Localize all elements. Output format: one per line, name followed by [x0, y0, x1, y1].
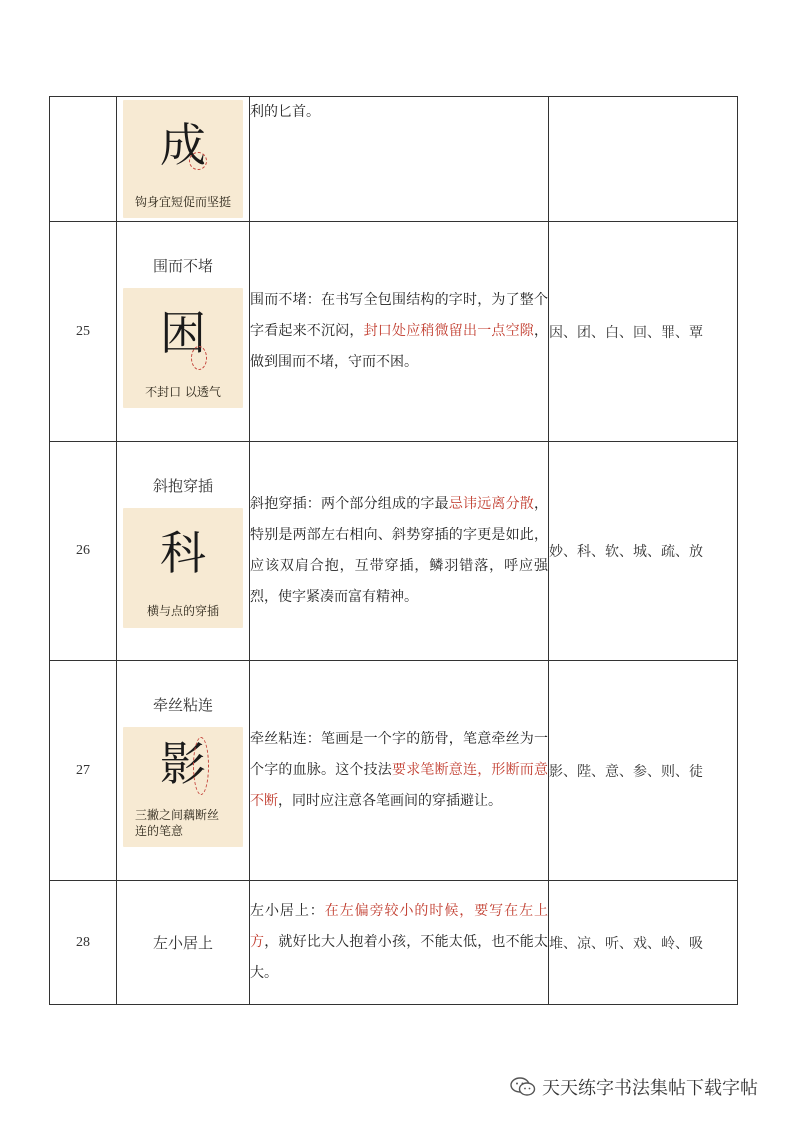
examples-cell: 影、陛、意、参、则、徒 — [549, 661, 738, 881]
illustration-caption: 三撇之间藕断丝连的笔意 — [135, 807, 220, 838]
desc-highlight: 要求笔断意连，形断而意不断 — [250, 762, 548, 809]
description-cell — [250, 222, 549, 442]
technique-cell — [117, 97, 250, 222]
illustration-glyph: 困 — [160, 306, 206, 360]
description-cell — [250, 97, 549, 222]
technique-name: 牵丝粘连 — [152, 696, 213, 714]
highlight-mark — [193, 737, 209, 795]
wechat-icon — [510, 1077, 536, 1097]
examples-cell — [549, 97, 738, 222]
desc-text: ，做到围而不堵，守而不困。 — [250, 323, 549, 370]
watermark — [510, 1074, 758, 1100]
technique-cell — [117, 881, 250, 1005]
description-cell — [250, 881, 549, 1005]
description-cell — [250, 442, 549, 661]
table-row — [50, 97, 738, 222]
illustration-glyph: 影 — [160, 737, 206, 791]
row-number: 26 — [50, 442, 117, 661]
illustration-caption: 钩身宜短促而坚挺 — [134, 194, 231, 209]
illustration-cheng — [123, 100, 243, 218]
calligraphy-techniques-table — [49, 96, 738, 1005]
desc-text: 利的匕首。 — [250, 104, 320, 120]
table-row — [50, 881, 738, 1005]
row-number: 25 — [50, 222, 117, 442]
row-number: 27 — [50, 661, 117, 881]
desc-text: ，就好比大人抱着小孩，不能太低，也不能太大。 — [250, 934, 549, 981]
technique-name: 围而不堵 — [152, 257, 213, 275]
highlight-mark — [189, 152, 207, 170]
illustration-glyph: 成 — [160, 118, 206, 172]
illustration-caption: 横与点的穿插 — [146, 604, 219, 619]
illustration-ying — [123, 727, 243, 847]
illustration-caption: 不封口 以透气 — [145, 384, 221, 399]
desc-text: ，同时应注意各笔画间的穿插避让。 — [278, 793, 502, 809]
technique-name: 斜抱穿插 — [152, 476, 213, 495]
watermark-text: 天天练字书法集帖下载字帖 — [542, 1078, 758, 1099]
row-number — [50, 97, 117, 222]
technique-cell — [117, 661, 250, 881]
desc-text: ，特别是两部左右相向、斜势穿插的字更是如此，应该双肩合抱，互带穿插，鳞羽错落，呼应强烈，使字紧凑而富有精神。 — [250, 496, 549, 605]
technique-name: 左小居上 — [152, 934, 213, 952]
row-number: 28 — [50, 881, 117, 1005]
illustration-glyph: 科 — [160, 525, 206, 580]
technique-cell — [117, 442, 250, 661]
desc-text: 牵丝粘连：笔画是一个字的筋骨，笔意牵丝为一个字的血脉。这个技法 — [250, 731, 548, 778]
description-cell — [250, 661, 549, 881]
desc-text: 左小居上： — [250, 903, 325, 919]
desc-text: 斜抱穿插：两个部分组成的字最 — [250, 496, 449, 512]
desc-highlight: 封口处应稍微留出一点空隙 — [363, 323, 535, 339]
desc-highlight: 忌讳远离分散 — [448, 496, 535, 512]
examples-cell: 因、团、白、回、罪、覃 — [549, 222, 738, 442]
examples-cell: 妙、科、软、城、疏、放 — [549, 442, 738, 661]
technique-cell — [117, 222, 250, 442]
examples-cell: 堆、凉、听、戏、岭、吸 — [549, 881, 738, 1005]
table-row — [50, 442, 738, 661]
highlight-mark — [191, 346, 207, 370]
illustration-kun — [123, 288, 243, 408]
illustration-ke — [123, 508, 243, 628]
table-row — [50, 661, 738, 881]
table-row — [50, 222, 738, 442]
desc-text: 围而不堵：在书写全包围结构的字时，为了整个字看起来不沉闷， — [250, 292, 548, 339]
desc-highlight: 在左偏旁较小的时候，要写在左上方 — [250, 903, 549, 950]
